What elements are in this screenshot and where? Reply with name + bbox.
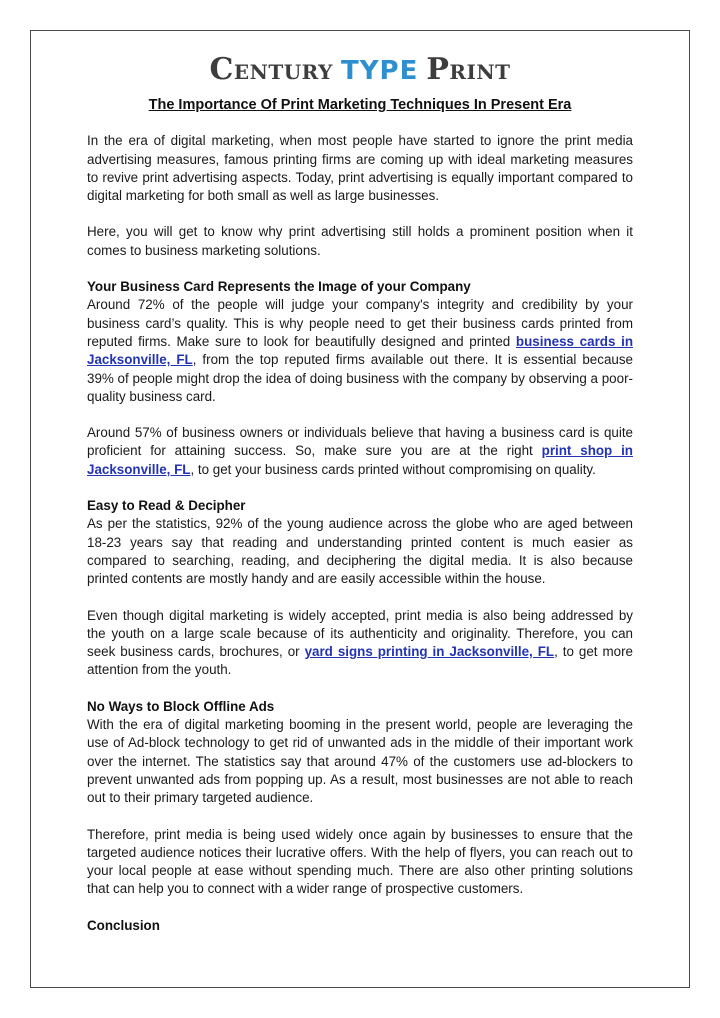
section-heading-business-card: Your Business Card Represents the Image of your Company (87, 279, 471, 295)
section-heading-easy-to-read: Easy to Read & Decipher (87, 498, 246, 514)
logo-text-entury: ENTURY (233, 60, 333, 84)
century-type-print-logo (0, 52, 720, 88)
business-card-text-1: Around 72% of the people will judge your company's integrity and credibility by your business card’s quality. This is why people need to get their business cards printed from reputed firms. Make sure to look for beautifully designed and printed (87, 297, 633, 349)
print-shop-jacksonville-link[interactable]: print shop in Jacksonville, FL (87, 443, 633, 477)
print-media-paragraph: Therefore, print media is being used widely once again by businesses to ensure that the targeted audience notices their lucrative offers. With the help of flyers, you can reach out to your local people at ease without spending much. There are also other printing solutions that can help you to connect with a wider range of prospective customers. (87, 826, 633, 897)
logo-text-rint: RINT (449, 60, 511, 84)
yard-signs-jacksonville-link[interactable]: yard signs printing in Jacksonville, FL (304, 644, 555, 660)
youth-text-2: , to get more attention from the youth. (87, 644, 633, 678)
business-owners-paragraph (87, 424, 633, 479)
section-heading-offline-ads: No Ways to Block Offline Ads (87, 698, 275, 714)
document-title: The Importance Of Print Marketing Techniques In Present Era (148, 97, 572, 113)
section-heading-conclusion: Conclusion (87, 917, 160, 933)
business-card-text-2: , from the top reputed firms available out there. It is essential because 39% of people might drop the idea of doing business with the company by observing a poor-quality business card. (87, 352, 633, 404)
offline-ads-text: With the era of digital marketing booming in the present world, people are leveraging the use of Ad-block technology to get rid of unwanted ads in the middle of their important work over the internet. The statistics say that around 47% of the customers use ad-blockers to prevent unwanted ads from popping up. As a result, most businesses are not able to reach out to their primary targeted audience. (87, 717, 633, 806)
document-body (87, 92, 633, 935)
easy-to-read-text: As per the statistics, 92% of the young audience across the globe who are aged between 18-23 years say that reading and understanding printed content is much easier as compared to searching, reading, and deciphering the digital media. It is also because printed contents are mostly handy and are easily accessible within the house. (87, 516, 633, 587)
business-cards-jacksonville-link[interactable]: business cards in Jacksonville, FL (87, 333, 633, 368)
youth-text-1: Even though digital marketing is widely accepted, print media is also being addressed by the youth on a large scale because of its authenticity and originality. Therefore, you can seek business cards, brochures, or (87, 607, 633, 660)
section-easy-to-read (87, 497, 633, 588)
section-block-offline-ads (87, 698, 633, 808)
logo-text-type: TYPE (340, 56, 419, 86)
business-owners-text-2: , to get your business cards printed without compromising on quality. (190, 461, 596, 477)
intro-paragraph-1: In the era of digital marketing, when most people have started to ignore the print media advertising measures, famous printing firms are coming up with ideal marketing measures to revive print advertising aspects. Today, print advertising is equally important compared to digital marketing for both small as well as large businesses. (87, 133, 633, 204)
logo-letter-p: P (426, 52, 450, 87)
youth-paragraph (87, 607, 633, 680)
intro-paragraph-2: Here, you will get to know why print advertising still holds a prominent position when it comes to business marketing solutions. (87, 224, 633, 258)
section-business-card (87, 278, 633, 406)
logo-letter-c: C (209, 52, 234, 87)
business-owners-text-1: Around 57% of business owners or individuals believe that having a business card is quite proficient for attaining success. So, make sure you are at the right (87, 425, 633, 459)
